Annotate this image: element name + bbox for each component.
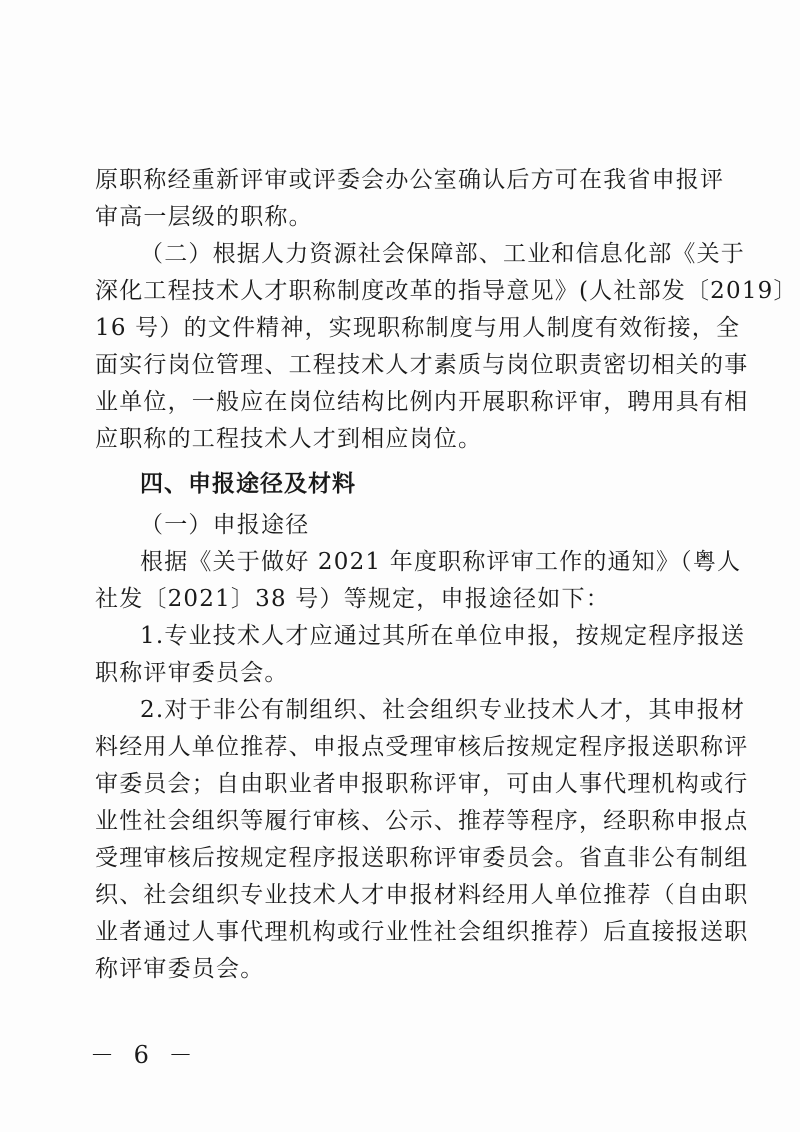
paragraph-line: 职称评审委员会。 bbox=[95, 660, 289, 686]
paragraph-line: 织、社会组织专业技术人才申报材料经用人单位推荐（自由职 bbox=[95, 882, 749, 908]
section-heading: 四、申报途径及材料 bbox=[140, 471, 356, 497]
paragraph-line: 受理审核后按规定程序报送职称评审委员会。省直非公有制组 bbox=[95, 845, 749, 871]
paragraph-line: 称评审委员会。 bbox=[95, 956, 265, 982]
paragraph-line: 深化工程技术人才职称制度改革的指导意见》(人社部发〔2019〕 bbox=[95, 278, 798, 304]
paragraph-line: 料经用人单位推荐、申报点受理审核后按规定程序报送职称评 bbox=[95, 734, 749, 760]
paragraph-line: 16 号）的文件精神，实现职称制度与用人制度有效衔接，全 bbox=[95, 315, 741, 341]
paragraph-line: 2.对于非公有制组织、社会组织专业技术人才，其申报材 bbox=[140, 697, 746, 723]
paragraph-line: 业者通过人事代理机构或行业性社会组织推荐）后直接报送职 bbox=[95, 919, 749, 945]
paragraph-line: （二）根据人力资源社会保障部、工业和信息化部《关于 bbox=[140, 241, 745, 267]
paragraph-line: 面实行岗位管理、工程技术人才素质与岗位职责密切相关的事 bbox=[95, 352, 749, 378]
subsection-heading: （一）申报途径 bbox=[140, 512, 310, 538]
paragraph-line: 根据《关于做好 2021 年度职称评审工作的通知》（粤人 bbox=[140, 549, 742, 575]
paragraph-line: 业性社会组织等履行审核、公示、推荐等程序，经职称申报点 bbox=[95, 808, 749, 834]
paragraph-line: 应职称的工程技术人才到相应岗位。 bbox=[95, 426, 483, 452]
paragraph-line: 业单位，一般应在岗位结构比例内开展职称评审，聘用具有相 bbox=[95, 389, 749, 415]
paragraph-line: 1.专业技术人才应通过其所在单位申报，按规定程序报送 bbox=[140, 623, 746, 649]
paragraph-line: 原职称经重新评审或评委会办公室确认后方可在我省申报评 bbox=[95, 167, 725, 193]
paragraph-line: 审高一层级的职称。 bbox=[95, 204, 313, 230]
paragraph-line: 社发〔2021〕38 号）等规定，申报途径如下： bbox=[95, 586, 610, 612]
page-number: － 6 － bbox=[90, 1041, 199, 1069]
paragraph-line: 审委员会；自由职业者申报职称评审，可由人事代理机构或行 bbox=[95, 771, 749, 797]
